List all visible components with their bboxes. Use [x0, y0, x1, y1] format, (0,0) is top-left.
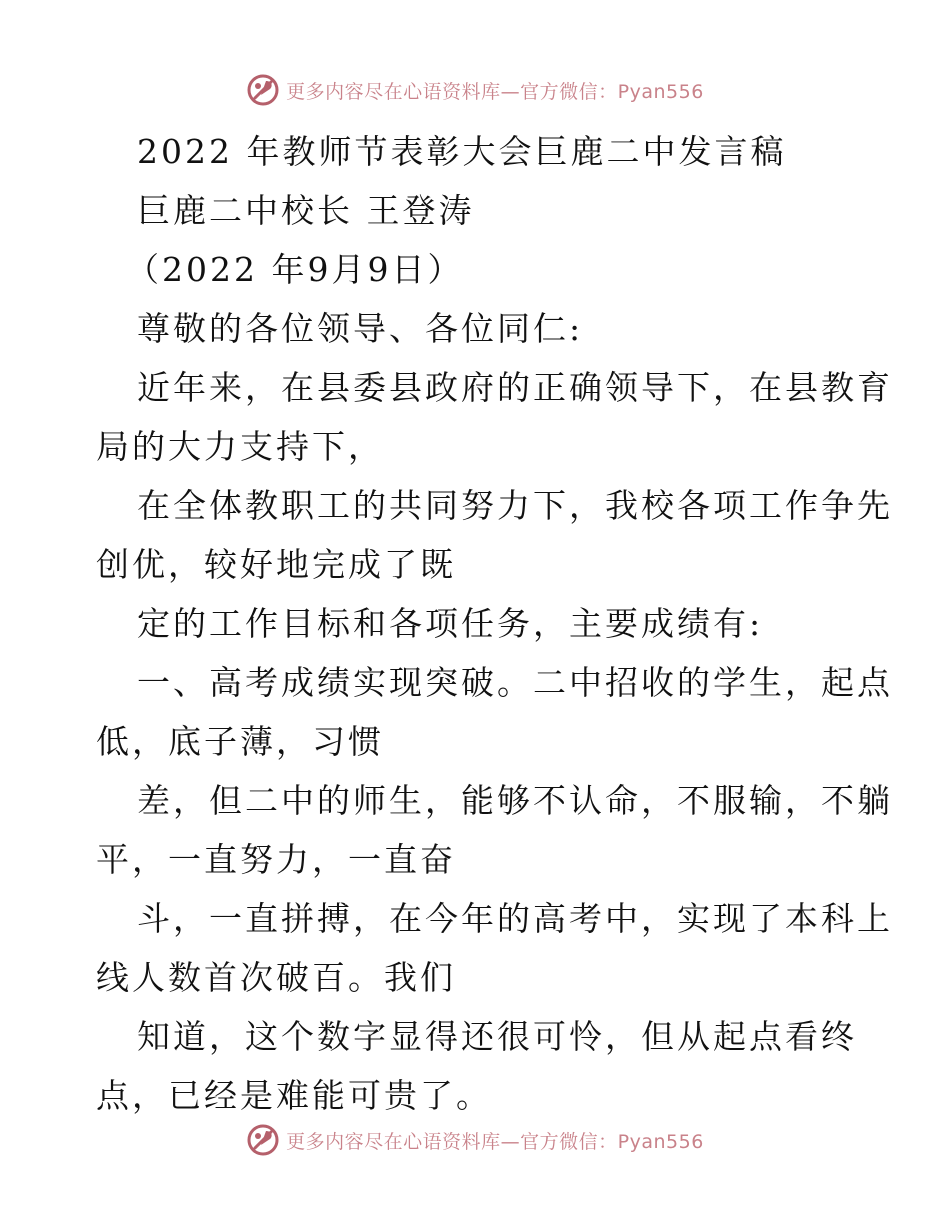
quill-seal-icon — [246, 73, 280, 107]
body-line: 局的大力支持下， — [96, 427, 384, 466]
body-line: 定的工作目标和各项任务，主要成绩有: — [137, 604, 764, 643]
quill-seal-icon — [246, 1123, 280, 1157]
body-line: 近年来，在县委县政府的正确领导下，在县教育 — [137, 368, 893, 407]
document-body — [96, 122, 893, 1125]
body-line: 低，底子薄，习惯 — [96, 722, 384, 761]
body-line: 在全体教职工的共同努力下，我校各项工作争先 — [137, 486, 893, 525]
footer-watermark — [0, 1120, 950, 1160]
body-line: 差，但二中的师生，能够不认命，不服输，不躺 — [137, 781, 893, 820]
body-line: 知道，这个数字显得还很可怜，但从起点看终 — [137, 1017, 857, 1056]
body-line: 点，已经是难能可贵了。 — [96, 1076, 492, 1115]
watermark-text: 更多内容尽在心语资料库—官方微信：Pyan556 — [286, 1130, 704, 1153]
body-line: 斗，一直拼搏，在今年的高考中，实现了本科上 — [137, 899, 893, 938]
document-salutation: 尊敬的各位领导、各位同仁: — [137, 309, 584, 348]
document-date: （2022 年9月9日） — [126, 250, 464, 289]
body-line: 线人数首次破百。我们 — [96, 958, 456, 997]
header-watermark — [0, 70, 950, 110]
body-line: 一、高考成绩实现突破。二中招收的学生，起点 — [137, 663, 893, 702]
watermark-text: 更多内容尽在心语资料库—官方微信：Pyan556 — [286, 80, 704, 103]
document-title: 2022 年教师节表彰大会巨鹿二中发言稿 — [137, 132, 787, 171]
document-author: 巨鹿二中校长 王登涛 — [137, 191, 475, 230]
body-line: 创优，较好地完成了既 — [96, 545, 456, 584]
body-line: 平，一直努力，一直奋 — [96, 840, 456, 879]
